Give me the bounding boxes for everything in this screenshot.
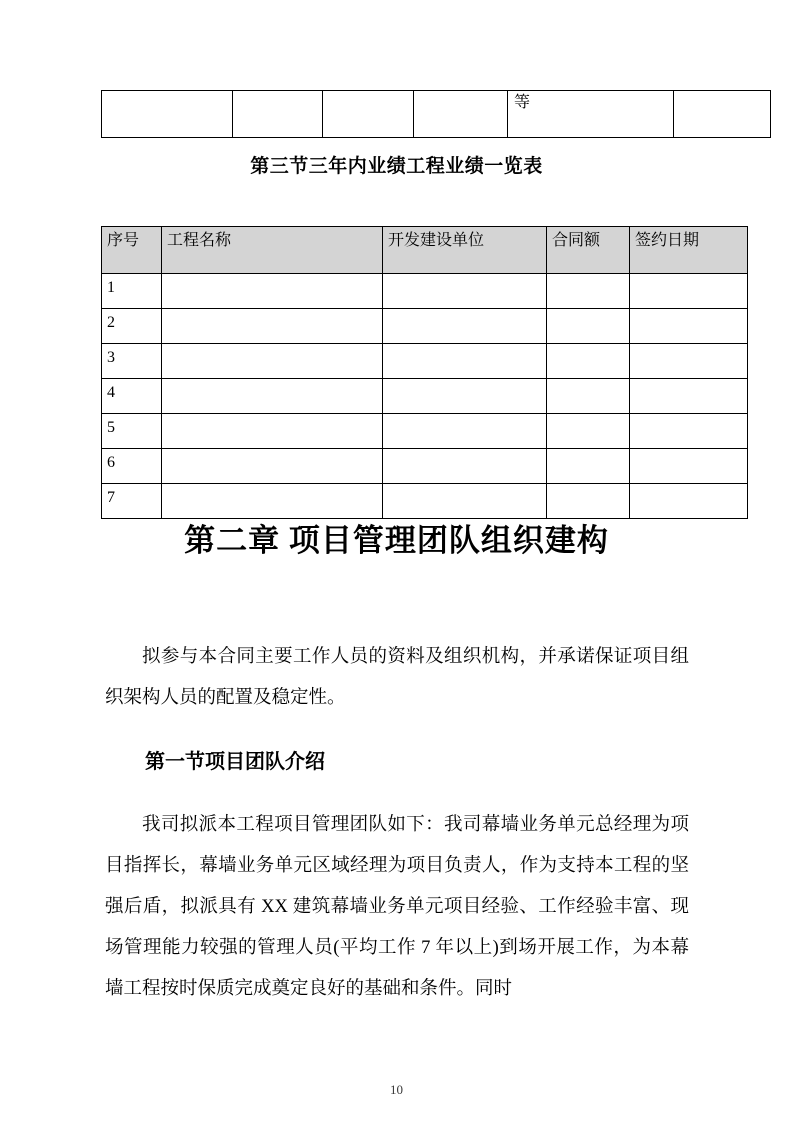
cell-developer [383,484,547,519]
cell-developer [383,309,547,344]
chapter-title: 第二章 项目管理团队组织建构 [184,523,609,558]
table-cell [233,91,323,138]
cell-date [630,344,748,379]
cell-developer [383,274,547,309]
cell-project [162,379,383,414]
performance-table [101,226,748,519]
cell-project [162,309,383,344]
table-cell [414,91,508,138]
cell-index: 6 [102,449,162,484]
column-header-date: 签约日期 [630,227,748,274]
cell-date [630,379,748,414]
cell-project [162,344,383,379]
paragraph-intro: 拟参与本合同主要工作人员的资料及组织机构，并承诺保证项目组织架构人员的配置及稳定性。 [105,647,689,708]
cell-amount [547,449,630,484]
cell-index: 7 [102,484,162,519]
cell-developer [383,344,547,379]
table-row [102,274,748,309]
cell-project [162,484,383,519]
cell-developer [383,414,547,449]
cell-date [630,449,748,484]
column-header-project: 工程名称 [162,227,383,274]
cell-project [162,414,383,449]
cell-index: 4 [102,379,162,414]
cell-amount [547,414,630,449]
table-cell [102,91,233,138]
table-cell: 等 [508,91,674,138]
column-header-amount: 合同额 [547,227,630,274]
table-row [102,91,771,138]
table-row [102,309,748,344]
cell-index: 5 [102,414,162,449]
cell-developer [383,379,547,414]
cell-amount [547,309,630,344]
cell-developer [383,449,547,484]
continued-table [101,90,771,138]
cell-date [630,484,748,519]
cell-project [162,274,383,309]
column-header-developer: 开发建设单位 [383,227,547,274]
table-cell [323,91,414,138]
cell-amount [547,379,630,414]
cell-index: 1 [102,274,162,309]
continued-table-body [102,91,771,138]
cell-project [162,449,383,484]
table-row [102,449,748,484]
table-row [102,379,748,414]
performance-table-body [102,274,748,519]
table-row [102,344,748,379]
cell-amount [547,484,630,519]
section-heading-performance: 第三节三年内业绩工程业绩一览表 [250,156,543,177]
cell-amount [547,344,630,379]
performance-table-head [102,227,748,274]
page-number: 10 [390,1082,403,1097]
table-row [102,484,748,519]
cell-amount [547,274,630,309]
cell-date [630,274,748,309]
table-header-row [102,227,748,274]
cell-index: 2 [102,309,162,344]
cell-date [630,309,748,344]
table-cell [674,91,771,138]
table-row [102,414,748,449]
cell-date [630,414,748,449]
section-heading-team-intro: 第一节项目团队介绍 [145,751,325,773]
paragraph-team: 我司拟派本工程项目管理团队如下：我司幕墙业务单元总经理为项目指挥长，幕墙业务单元区域经理为项目负责人，作为支持本工程的坚强后盾，拟派具有 XX 建筑幕墙业务单元项目经验、工作经验丰富、现场管理能力较强的管理人员(平均工作 7 年以上)到场开展工作，为本幕墙工程按时保质完成奠定良好的基础和条件。同时 [105,815,689,999]
column-header-index: 序号 [102,227,162,274]
cell-index: 3 [102,344,162,379]
